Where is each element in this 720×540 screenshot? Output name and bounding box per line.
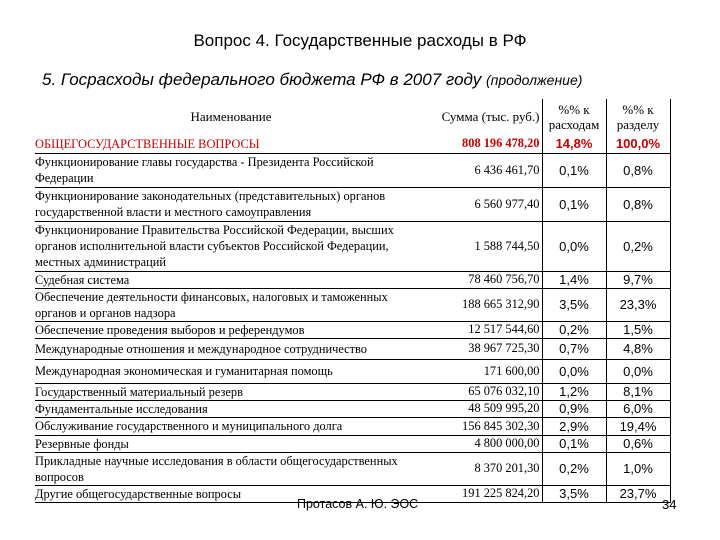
table-row (35, 400, 670, 417)
page-number: 34 (662, 497, 677, 512)
row-name: Функционирование Правительства Российской Федерации, высших органов исполнительной власти субъектов Российской Федерации, местных администраций (35, 221, 427, 271)
row-pct-expenses: 3,5% (542, 485, 606, 502)
row-sum: 188 665 312,90 (427, 288, 542, 321)
table-row (35, 435, 670, 452)
row-sum: 156 845 302,30 (427, 417, 542, 435)
row-pct-expenses: 14,8% (542, 135, 606, 153)
table-subtitle (42, 70, 582, 90)
table-row (35, 359, 670, 383)
row-pct-expenses: 0,2% (542, 321, 606, 338)
table-row (35, 153, 670, 187)
row-pct-expenses: 0,9% (542, 400, 606, 417)
row-name: Государственный материальный резерв (35, 383, 427, 400)
row-pct-expenses: 3,5% (542, 288, 606, 321)
row-sum: 191 225 824,20 (427, 485, 542, 502)
expenses-table (35, 99, 671, 503)
row-name: Функционирование законодательных (представительных) органов государственной власти и местного самоуправления (35, 187, 427, 221)
subtitle-text: 5. Госрасходы федерального бюджета РФ в 2007 году (42, 70, 482, 89)
header-pct-section: %% к разделу (606, 99, 670, 135)
row-sum: 48 509 995,20 (427, 400, 542, 417)
row-pct-expenses: 1,4% (542, 271, 606, 288)
row-sum: 808 196 478,20 (427, 135, 542, 153)
row-name: Судебная система (35, 271, 427, 288)
row-sum: 1 588 744,50 (427, 221, 542, 271)
row-pct-section: 9,7% (606, 271, 670, 288)
row-pct-section: 8,1% (606, 383, 670, 400)
table-row (35, 135, 670, 153)
row-pct-section: 1,0% (606, 452, 670, 485)
row-sum: 4 800 000,00 (427, 435, 542, 452)
row-pct-section: 0,6% (606, 435, 670, 452)
table-row (35, 338, 670, 359)
row-sum: 6 560 977,40 (427, 187, 542, 221)
table-row (35, 187, 670, 221)
table-row (35, 321, 670, 338)
row-sum: 65 076 032,10 (427, 383, 542, 400)
row-pct-section: 6,0% (606, 400, 670, 417)
row-pct-section: 100,0% (606, 135, 670, 153)
row-pct-section: 0,0% (606, 359, 670, 383)
table-row (35, 383, 670, 400)
row-pct-section: 4,8% (606, 338, 670, 359)
row-pct-expenses: 0,2% (542, 452, 606, 485)
row-sum: 12 517 544,60 (427, 321, 542, 338)
row-name: Международная экономическая и гуманитарная помощь (35, 359, 427, 383)
row-pct-section: 19,4% (606, 417, 670, 435)
table-row (35, 417, 670, 435)
table-row (35, 452, 670, 485)
row-pct-expenses: 0,0% (542, 221, 606, 271)
row-pct-section: 0,8% (606, 187, 670, 221)
row-sum: 6 436 461,70 (427, 153, 542, 187)
table-row (35, 271, 670, 288)
row-name: Прикладные научные исследования в области общегосударственных вопросов (35, 452, 427, 485)
row-name: Обеспечение проведения выборов и референдумов (35, 321, 427, 338)
header-sum: Сумма (тыс. руб.) (441, 109, 540, 124)
row-pct-expenses: 1,2% (542, 383, 606, 400)
row-name: Обслуживание государственного и муниципального долга (35, 417, 427, 435)
slide-title: Вопрос 4. Государственные расходы в РФ (193, 31, 527, 50)
row-name: Другие общегосударственные вопросы (35, 485, 427, 502)
row-name: Обеспечение деятельности финансовых, налоговых и таможенных органов и органов надзора (35, 288, 427, 321)
row-sum: 8 370 201,30 (427, 452, 542, 485)
row-name: ОБЩЕГОСУДАРСТВЕННЫЕ ВОПРОСЫ (35, 135, 427, 153)
row-pct-section: 1,5% (606, 321, 670, 338)
row-pct-expenses: 0,1% (542, 435, 606, 452)
row-name: Международные отношения и международное сотрудничество (35, 338, 427, 359)
row-pct-expenses: 0,1% (542, 187, 606, 221)
table-row (35, 288, 670, 321)
row-pct-section: 23,3% (606, 288, 670, 321)
row-pct-expenses: 2,9% (542, 417, 606, 435)
row-pct-expenses: 0,7% (542, 338, 606, 359)
subtitle-continuation: (продолжение) (485, 72, 583, 88)
table-body (35, 135, 670, 502)
row-name: Резервные фонды (35, 435, 427, 452)
footer-author: Протасов А. Ю. ЭОС (297, 497, 419, 511)
row-name: Фундаментальные исследования (35, 400, 427, 417)
row-name: Функционирование главы государства - Президента Российской Федерации (35, 153, 427, 187)
row-pct-expenses: 0,0% (542, 359, 606, 383)
row-sum: 171 600,00 (427, 359, 542, 383)
row-sum: 38 967 725,30 (427, 338, 542, 359)
header-pct-expenses: %% к расходам (542, 99, 606, 135)
header-name: Наименование (190, 109, 272, 124)
row-sum: 78 460 756,70 (427, 271, 542, 288)
table-row (35, 221, 670, 271)
row-pct-section: 0,2% (606, 221, 670, 271)
row-pct-expenses: 0,1% (542, 153, 606, 187)
row-pct-section: 23,7% (606, 485, 670, 502)
row-pct-section: 0,8% (606, 153, 670, 187)
